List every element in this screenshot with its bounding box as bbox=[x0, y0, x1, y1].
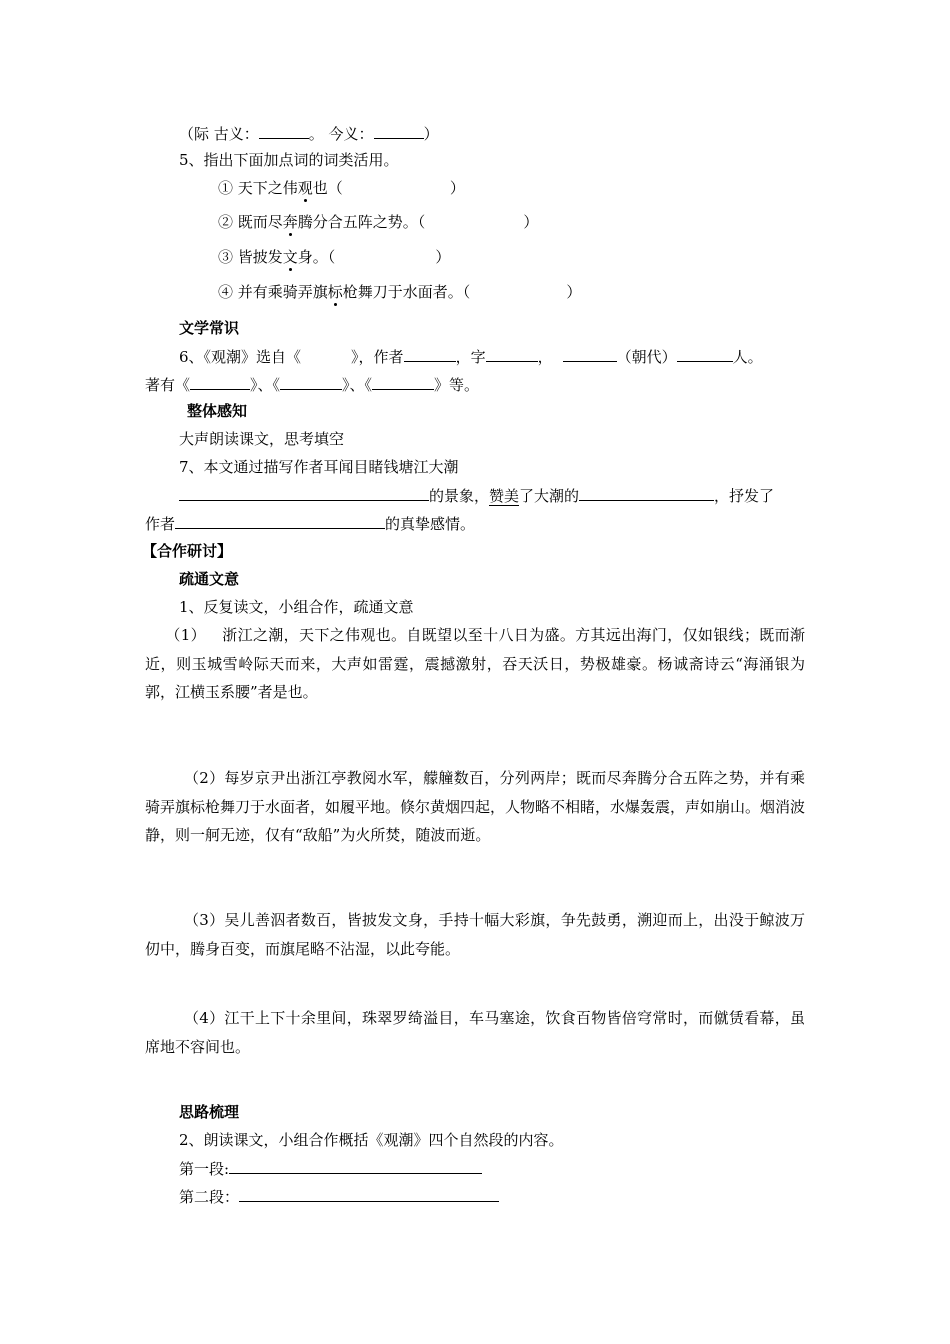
blank-scene[interactable] bbox=[179, 485, 429, 501]
dotted-word: 文 bbox=[282, 248, 298, 266]
segment-2-line: 第二段： bbox=[179, 1186, 499, 1207]
q4-tail: （际 古义： 。 今义： ） bbox=[179, 125, 439, 143]
heading-overall-perception: 整体感知 bbox=[187, 402, 248, 420]
q5-title: 5、指出下面加点词的词类活用。 bbox=[179, 151, 399, 169]
heading-thought-outline: 思路梳理 bbox=[179, 1103, 240, 1121]
dotted-word: 观 bbox=[297, 179, 313, 197]
dotted-word: 标 bbox=[327, 283, 343, 301]
q6-line: 6、《观潮》选自《 》，作者 ，字 ， （朝代） 人。 bbox=[179, 348, 763, 366]
blank-author[interactable] bbox=[404, 346, 456, 362]
dotted-word: 奔 bbox=[282, 213, 298, 231]
blank-ancient-meaning[interactable] bbox=[259, 123, 309, 139]
blank-dynasty[interactable] bbox=[563, 346, 617, 362]
blank-tide-quality[interactable] bbox=[579, 485, 714, 501]
heading-literary-knowledge: 文学常识 bbox=[179, 319, 240, 337]
blank-modern-meaning[interactable] bbox=[374, 123, 424, 139]
blank-hometown[interactable] bbox=[677, 346, 733, 362]
q7-line-1: 7、本文通过描写作者耳闻目睹钱塘江大潮 bbox=[179, 458, 459, 476]
passage-paragraph-4: （4）江干上下十余里间，珠翠罗绮溢目，车马塞途，饮食百物皆倍穹常时，而僦赁看幕，虽席地不容间也。 bbox=[145, 1009, 805, 1056]
q7-line-3: 作者 的真挚感情。 bbox=[145, 515, 476, 533]
blank-feeling[interactable] bbox=[175, 513, 385, 529]
blank-work-2[interactable] bbox=[280, 374, 342, 390]
overall-instruction: 大声朗读课文，思考填空 bbox=[179, 430, 345, 448]
blank-segment-2[interactable] bbox=[239, 1186, 499, 1202]
q5-item-1: ① 天下之伟观也（ ） bbox=[218, 179, 465, 197]
passage-paragraph-1: （1） 浙江之潮，天下之伟观也。自既望以至十八日为盛。方其远出海门，仅如银线；既而渐近，则玉城雪岭际天而来，大声如雷霆，震撼激射，吞天沃日，势极雄豪。杨诚斋诗云“海涌银为郭，江横玉系腰”者是也。 bbox=[145, 626, 805, 701]
blank-courtesy-name[interactable] bbox=[486, 346, 538, 362]
heading-cooperative-study: 【合作研讨】 bbox=[142, 542, 233, 560]
passage-paragraph-2: （2）每岁京尹出浙江亭教阅水军，艨艟数百，分列两岸；既而尽奔腾分合五阵之势，并有乘骑弄旗标枪舞刀于水面者，如履平地。倏尔黄烟四起，人物略不相睹，水爆轰震，声如崩山。烟消波静，则一舸无迹，仅有“敌船”为火所焚，随波而逝。 bbox=[145, 769, 806, 844]
blank-work-3[interactable] bbox=[372, 374, 434, 390]
heading-understand-text: 疏通文意 bbox=[179, 570, 240, 588]
q5-item-2: ② 既而尽奔腾分合五阵之势。（ ） bbox=[218, 213, 539, 231]
blank-work-1[interactable] bbox=[190, 374, 250, 390]
passage-paragraph-3: （3）吴儿善泅者数百，皆披发文身，手持十幅大彩旗，争先鼓勇，溯迎而上，出没于鲸波万仞中，腾身百变，而旗尾略不沾湿，以此夸能。 bbox=[145, 911, 805, 958]
q1-instruction: 1、反复读文，小组合作，疏通文意 bbox=[179, 598, 414, 616]
q2-instruction: 2、朗读课文，小组合作概括《观潮》四个自然段的内容。 bbox=[179, 1131, 564, 1149]
q5-item-3: ③ 皆披发文身。（ ） bbox=[218, 248, 451, 266]
blank-segment-1[interactable] bbox=[229, 1158, 482, 1174]
q5-item-4: ④ 并有乘骑弄旗标枪舞刀于水面者。（ ） bbox=[218, 283, 582, 301]
q7-line-2: 的景象，赞美了大潮的 ，抒发了 bbox=[179, 485, 774, 506]
segment-1-line: 第一段: bbox=[179, 1158, 482, 1179]
works-line: 著有《 》、《 》、《 》等。 bbox=[145, 376, 480, 394]
